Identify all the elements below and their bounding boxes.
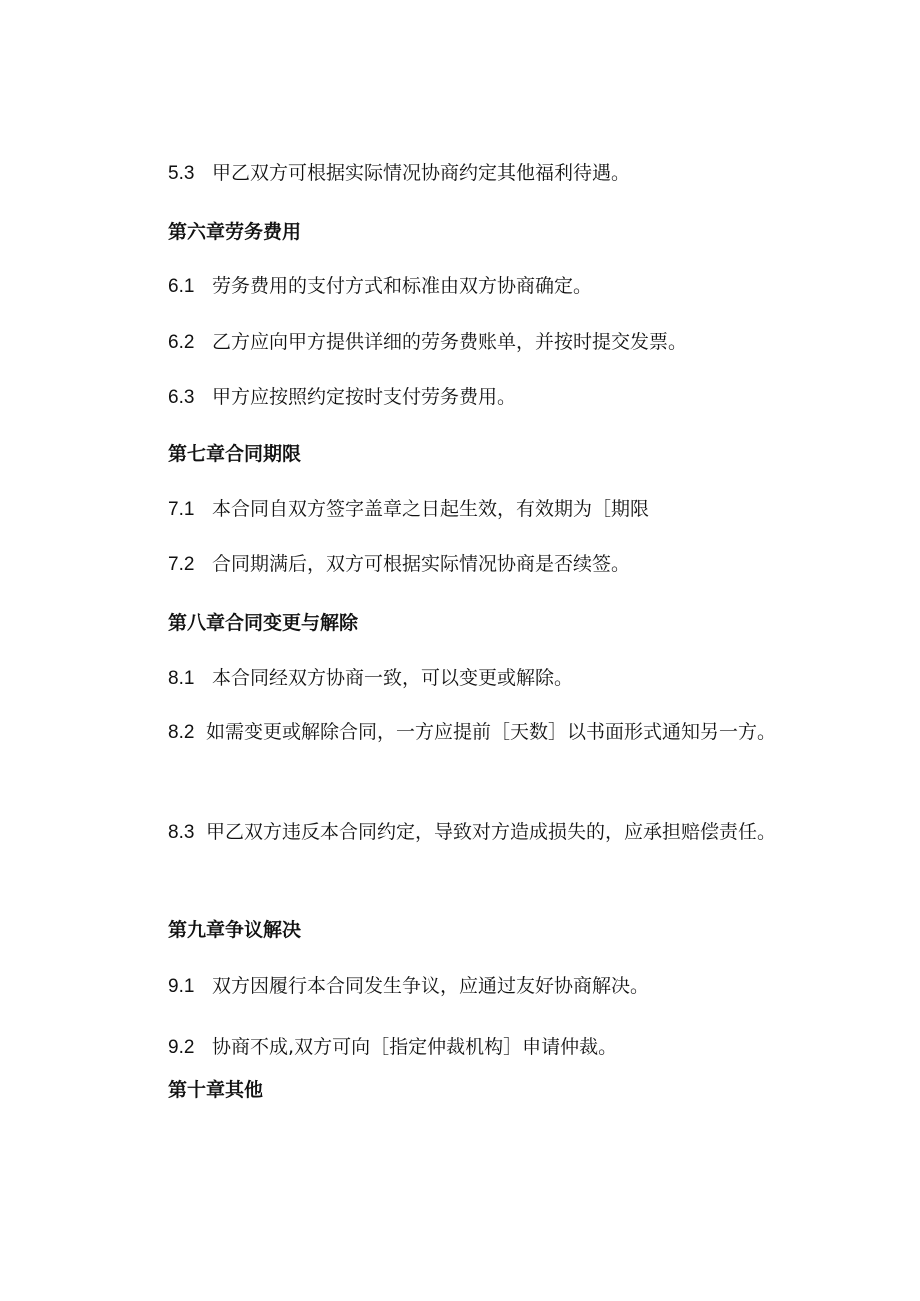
clause-8-2 — [128, 708, 788, 757]
clause-text: 甲方应按照约定按时支付劳务费用。 — [212, 386, 517, 408]
clause-text: 本合同自双方签字盖章之日起生效，有效期为［期限 — [212, 498, 650, 520]
chapter-9-heading: 第九章争议解决 — [168, 919, 302, 941]
clause-6-1 — [168, 274, 592, 299]
chapter-10-heading: 第十章其他 — [168, 1079, 264, 1101]
clause-text: 甲乙双方违反本合同约定，导致对方造成损失的，应承担赔偿责任。 — [206, 821, 777, 843]
clause-number: 6.2 — [168, 332, 195, 353]
clause-6-2 — [168, 330, 687, 355]
clause-5-3 — [168, 161, 630, 186]
clause-8-3 — [128, 808, 788, 857]
chapter-7-heading: 第七章合同期限 — [168, 443, 302, 465]
clause-text: 本合同经双方协商一致，可以变更或解除。 — [212, 667, 574, 689]
chapter-6-heading: 第六章劳务费用 — [168, 221, 302, 243]
clause-text: 合同期满后，双方可根据实际情况协商是否续签。 — [212, 553, 631, 575]
clause-number: 8.1 — [168, 668, 195, 689]
chapter-8-heading: 第八章合同变更与解除 — [168, 612, 359, 634]
clause-7-1 — [168, 497, 649, 522]
clause-6-3 — [168, 385, 516, 410]
clause-text: 乙方应向甲方提供详细的劳务费账单，并按时提交发票。 — [212, 331, 688, 353]
clause-number: 9.2 — [168, 1037, 195, 1058]
clause-number: 7.1 — [168, 499, 195, 520]
clause-9-2 — [168, 1035, 617, 1060]
clause-7-2 — [168, 552, 630, 577]
clause-text: 协商不成,双方可向［指定仲裁机构］申请仲裁。 — [212, 1036, 618, 1058]
clause-number: 8.2 — [168, 722, 195, 743]
clause-9-1 — [168, 974, 649, 999]
clause-8-1 — [168, 666, 573, 691]
clause-number: 8.3 — [168, 822, 195, 843]
clause-number: 6.1 — [168, 276, 195, 297]
clause-text: 甲乙双方可根据实际情况协商约定其他福利待遇。 — [212, 162, 631, 184]
clause-number: 7.2 — [168, 554, 195, 575]
clause-number: 6.3 — [168, 387, 195, 408]
clause-number: 9.1 — [168, 976, 195, 997]
clause-text: 双方因履行本合同发生争议，应通过友好协商解决。 — [212, 975, 650, 997]
clause-text: 如需变更或解除合同，一方应提前［天数］以书面形式通知另一方。 — [206, 721, 777, 743]
clause-text: 劳务费用的支付方式和标准由双方协商确定。 — [212, 275, 593, 297]
clause-number: 5.3 — [168, 163, 195, 184]
